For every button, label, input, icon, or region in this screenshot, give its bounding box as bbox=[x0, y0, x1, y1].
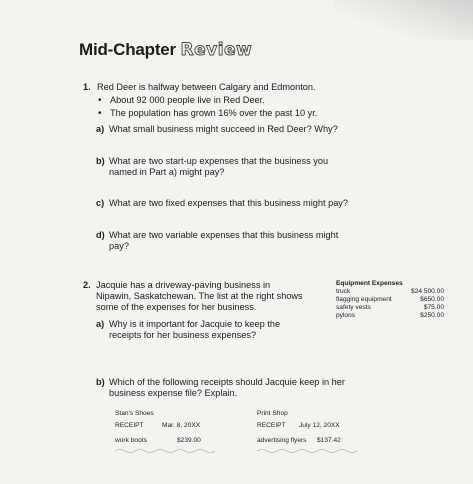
q1d-line1: What are two variable expenses that this business might bbox=[109, 230, 339, 240]
q2b-letter: b) bbox=[96, 377, 105, 387]
receipt-date: Mar. 8, 20XX bbox=[162, 422, 201, 429]
receipt-item: advertising flyers bbox=[257, 437, 307, 444]
receipt-amount: $137.42 bbox=[317, 437, 341, 444]
q1-number: 1. bbox=[83, 82, 91, 92]
q1-bullet-1: • About 92 000 people live in Red Deer. bbox=[110, 95, 265, 106]
q1b-line1: What are two start-up expenses that the business you bbox=[109, 156, 329, 166]
table-row bbox=[336, 288, 444, 296]
receipt-store: Stan's Shoes bbox=[115, 410, 154, 417]
page-shadow bbox=[333, 0, 473, 40]
q1d-letter: d) bbox=[96, 230, 105, 240]
table-item: safety vests bbox=[336, 304, 371, 311]
receipt-amount: $239.00 bbox=[177, 437, 201, 444]
q1a-text: What small business might succeed in Red Deer? Why? bbox=[109, 124, 338, 134]
q2b-line1: Which of the following receipts should Jacquie keep in her bbox=[109, 377, 345, 387]
q2-line3: some of the expenses for her business. bbox=[96, 302, 257, 312]
q1b-letter: b) bbox=[96, 156, 105, 166]
table-amount: $250.00 bbox=[420, 312, 444, 319]
receipt-stans-shoes bbox=[115, 410, 225, 456]
table-row bbox=[336, 304, 444, 312]
table-heading: Equipment Expenses bbox=[336, 280, 403, 287]
q2-line1: Jacquie has a driveway-paving business in bbox=[96, 280, 271, 290]
torn-edge bbox=[257, 448, 357, 454]
q1-bullet-2: • The population has grown 16% over the past 10 yr. bbox=[110, 108, 317, 119]
q1-intro: Red Deer is halfway between Calgary and Edmonton. bbox=[97, 82, 316, 92]
table-row bbox=[336, 296, 444, 304]
table-item: flagging equipment bbox=[336, 296, 392, 303]
q2a-line1: Why is it important for Jacquie to keep the bbox=[109, 319, 281, 329]
q1b-line2: named in Part a) might pay? bbox=[109, 167, 225, 177]
q2-number: 2. bbox=[83, 280, 91, 290]
table-row bbox=[336, 312, 444, 320]
q2a-letter: a) bbox=[96, 319, 105, 329]
table-item: pylons bbox=[336, 312, 356, 319]
receipt-store: Print Shop bbox=[257, 410, 288, 417]
receipt-item: work boots bbox=[115, 437, 147, 444]
table-amount: $75.00 bbox=[423, 304, 444, 311]
q2-line2: Nipawin, Saskatchewan. The list at the right shows bbox=[96, 291, 303, 301]
q1d-line2: pay? bbox=[109, 241, 129, 251]
title-main: Mid-Chapter bbox=[79, 40, 176, 59]
q2a-line2: receipts for her business expenses? bbox=[109, 330, 257, 340]
page-title bbox=[79, 40, 252, 60]
table-amount: $24 500.00 bbox=[410, 288, 444, 295]
torn-edge bbox=[115, 448, 215, 454]
title-accent: Review bbox=[180, 40, 253, 60]
table-item: truck bbox=[336, 288, 351, 295]
q1c-text: What are two fixed expenses that this business might pay? bbox=[109, 198, 349, 208]
receipt-label: RECEIPT bbox=[257, 422, 286, 429]
q2b-line2: business expense file? Explain. bbox=[109, 388, 238, 398]
receipt-print-shop bbox=[257, 410, 377, 456]
q1a-letter: a) bbox=[96, 124, 105, 134]
receipt-date: July 12, 20XX bbox=[299, 422, 340, 429]
q1c-letter: c) bbox=[96, 198, 105, 208]
receipt-label: RECEIPT bbox=[115, 422, 144, 429]
table-amount: $650.00 bbox=[420, 296, 444, 303]
equipment-expenses-table bbox=[336, 280, 444, 320]
